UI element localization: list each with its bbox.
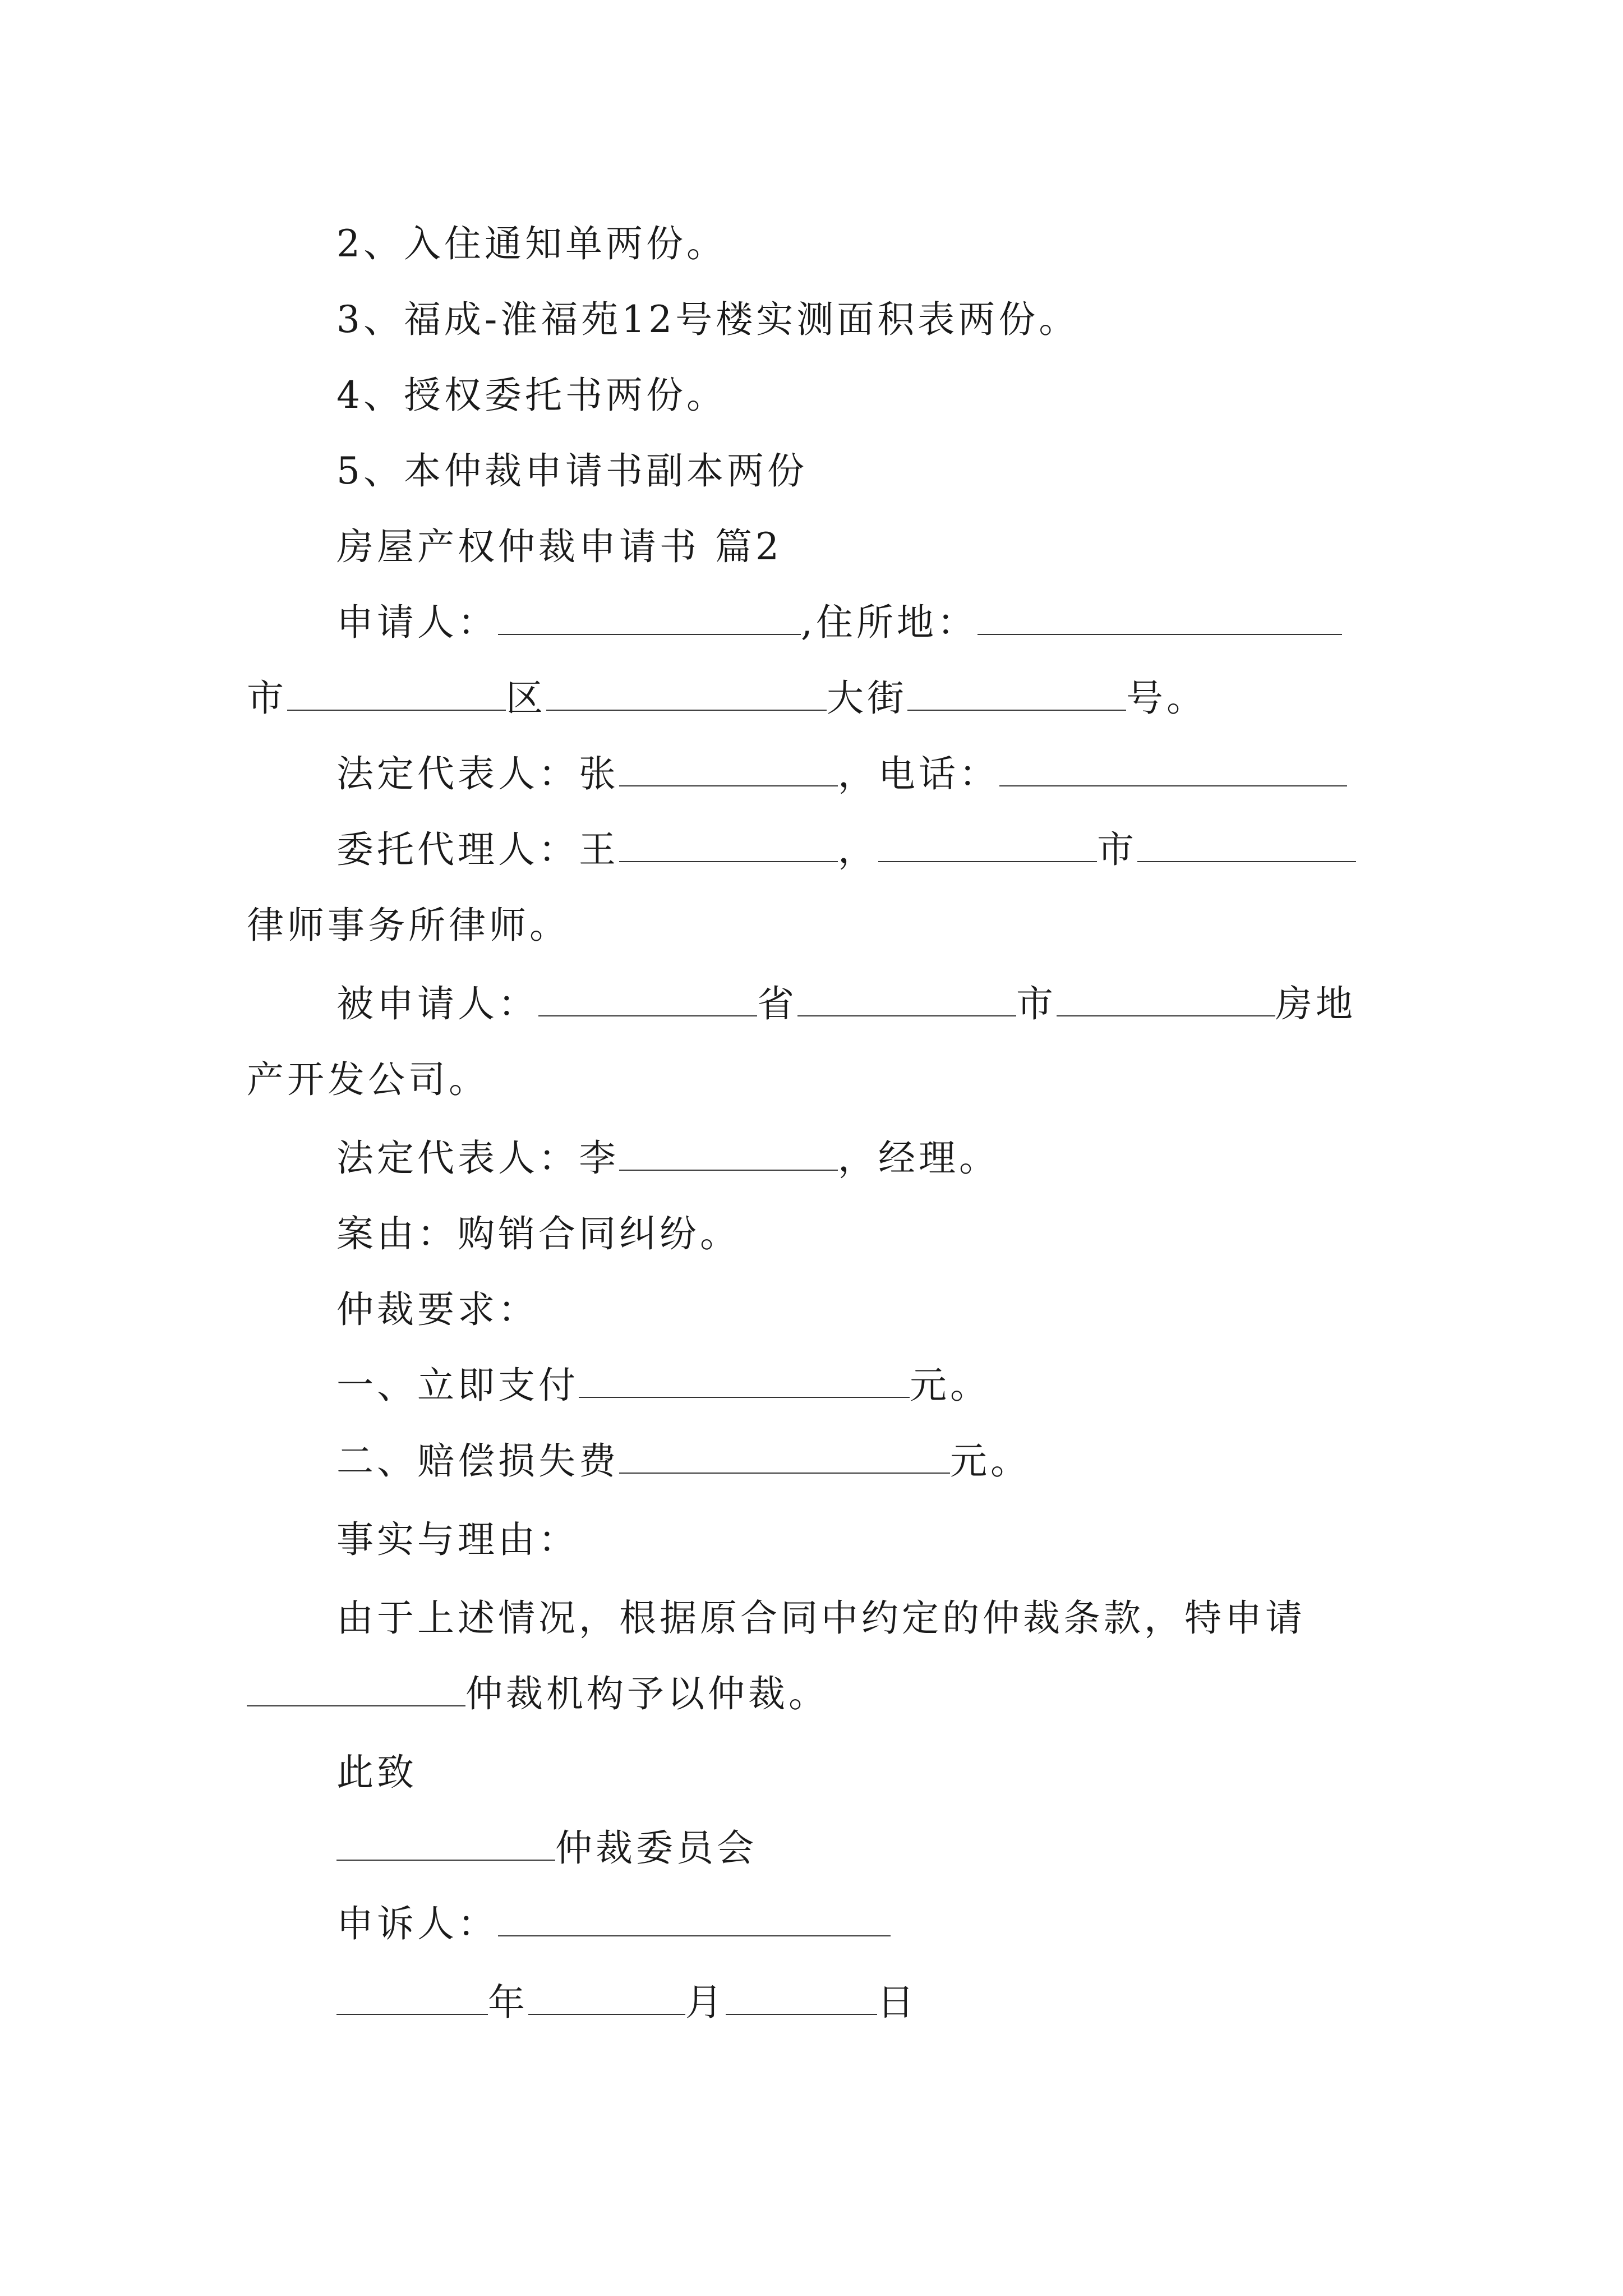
attachment-item-5 xyxy=(336,446,808,496)
claim-2-blank xyxy=(619,1439,950,1474)
respondent-label: 被申请人： xyxy=(336,982,538,1025)
month-blank xyxy=(528,1980,685,2015)
comma: ， xyxy=(838,828,878,871)
real-estate-text: 房地 xyxy=(1275,982,1356,1025)
manager-text: ，经理。 xyxy=(838,1137,999,1180)
claim-2-line xyxy=(336,1436,1031,1487)
city-blank xyxy=(287,676,506,711)
address-label: ,住所地： xyxy=(801,601,978,644)
claims-heading xyxy=(336,1285,538,1335)
claim-2-unit: 元。 xyxy=(950,1439,1031,1483)
text: 2、入住通知单两份。 xyxy=(336,222,727,265)
reason-text: 仲裁机构予以仲裁。 xyxy=(465,1672,829,1715)
claim-1-unit: 元。 xyxy=(910,1364,990,1407)
complainant-line xyxy=(336,1899,891,1949)
day-label: 日 xyxy=(877,1981,917,2024)
district-label: 区 xyxy=(506,677,546,720)
firm-blank xyxy=(1137,827,1356,862)
phone-label: ，电话： xyxy=(838,752,999,795)
attachment-item-3 xyxy=(336,295,1079,345)
year-blank xyxy=(336,1980,488,2015)
text: 5、本仲裁申请书副本两份 xyxy=(336,449,808,493)
district-blank xyxy=(546,676,827,711)
legal-rep2-line xyxy=(336,1133,999,1184)
firm-city-blank xyxy=(878,827,1097,862)
province-blank xyxy=(797,982,1016,1016)
company-line xyxy=(247,1055,489,1105)
address-line xyxy=(247,673,1207,724)
legal-rep-blank xyxy=(619,752,838,786)
claim-2-label: 二、赔偿损失费 xyxy=(336,1439,619,1483)
agent-blank xyxy=(619,827,838,862)
law-firm-line xyxy=(247,900,570,951)
facts-heading xyxy=(336,1515,579,1565)
month-label: 月 xyxy=(685,1981,726,2024)
salutation: 此致 xyxy=(336,1751,417,1794)
case-cause: 案由：购销合同纠纷。 xyxy=(336,1212,740,1255)
number-label: 号。 xyxy=(1126,677,1207,720)
year-label: 年 xyxy=(488,1981,528,2024)
reason-line-1 xyxy=(336,1593,1306,1644)
committee-text: 仲裁委员会 xyxy=(555,1826,757,1870)
reason-text: 由于上述情况，根据原合同中约定的仲裁条款，特申请 xyxy=(336,1596,1306,1640)
applicant-blank xyxy=(498,600,801,635)
facts-label: 事实与理由： xyxy=(336,1518,579,1561)
company-text: 产开发公司。 xyxy=(247,1058,489,1101)
claim-1-blank xyxy=(579,1363,910,1398)
attachment-item-2 xyxy=(336,219,727,269)
arbitration-org-blank xyxy=(247,1672,465,1706)
street-label: 大街 xyxy=(827,677,907,720)
applicant-label: 申请人： xyxy=(336,601,498,644)
reason-line-2 xyxy=(247,1669,829,1719)
committee-line xyxy=(336,1823,757,1874)
date-line xyxy=(336,1977,917,2028)
legal-rep2-blank xyxy=(619,1136,838,1171)
claims-label: 仲裁要求： xyxy=(336,1288,538,1331)
case-cause-line xyxy=(336,1209,740,1259)
salutation-line xyxy=(336,1747,417,1798)
legal-rep-line xyxy=(336,749,1347,799)
complainant-label: 申诉人： xyxy=(336,1902,498,1945)
day-blank xyxy=(726,1980,877,2015)
attachment-item-4 xyxy=(336,370,727,421)
city-label: 市 xyxy=(1016,982,1057,1025)
law-firm-text: 律师事务所律师。 xyxy=(247,904,570,947)
claim-1-label: 一、立即支付 xyxy=(336,1364,579,1407)
legal-rep2-label: 法定代表人：李 xyxy=(336,1137,619,1180)
city-label: 市 xyxy=(1097,828,1137,871)
company-blank xyxy=(1057,982,1275,1016)
applicant-line xyxy=(336,597,1342,648)
agent-label: 委托代理人：王 xyxy=(336,828,619,871)
text: 房屋产权仲裁申请书 篇2 xyxy=(336,525,782,568)
agent-line xyxy=(336,825,1356,875)
phone-blank xyxy=(999,752,1347,786)
committee-blank xyxy=(336,1826,555,1861)
legal-rep-label: 法定代表人：张 xyxy=(336,752,619,795)
text: 4、授权委托书两份。 xyxy=(336,374,727,417)
city-label: 市 xyxy=(247,677,287,720)
province-label: 省 xyxy=(757,982,797,1025)
text: 3、福成-淮福苑12号楼实测面积表两份。 xyxy=(336,298,1080,341)
claim-1-line xyxy=(336,1360,990,1411)
respondent-blank xyxy=(538,982,757,1016)
address-blank xyxy=(978,600,1342,635)
complainant-blank xyxy=(498,1902,891,1936)
section-heading xyxy=(336,522,782,572)
street-blank xyxy=(907,676,1126,711)
respondent-line xyxy=(336,979,1356,1029)
